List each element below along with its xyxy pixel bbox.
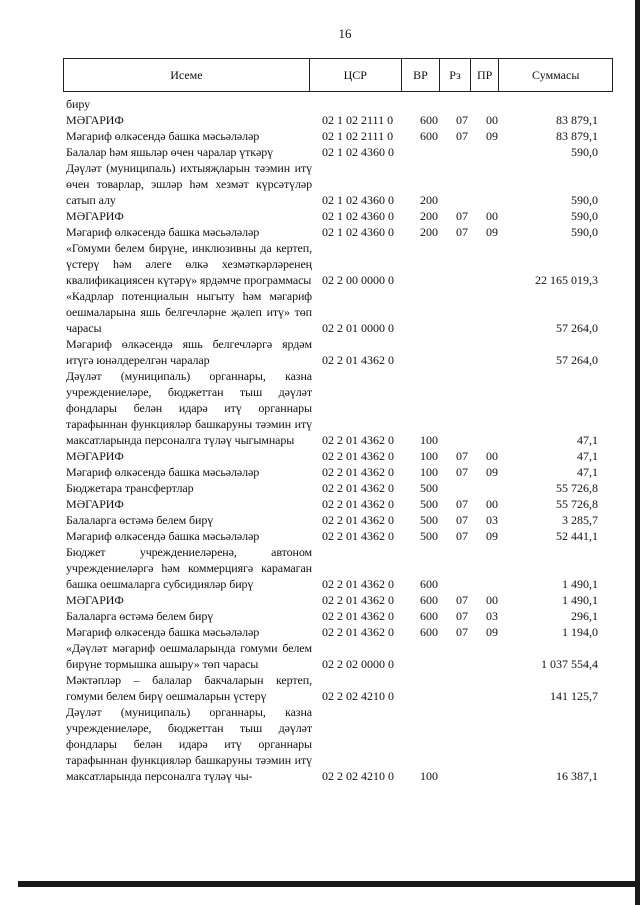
table-row [66, 288, 598, 336]
row-rz: 07 [456, 513, 468, 527]
row-vr: 600 [420, 625, 438, 639]
row-pr: 09 [486, 129, 498, 143]
row-csr: 02 2 01 4362 0 [322, 609, 394, 623]
row-vr: 200 [420, 193, 438, 207]
row-rz: 07 [456, 625, 468, 639]
row-csr: 02 2 02 4210 0 [322, 689, 394, 703]
row-sum: 83 879,1 [556, 113, 598, 127]
row-csr: 02 1 02 4360 0 [322, 193, 394, 207]
row-csr: 02 2 01 4362 0 [322, 481, 394, 495]
row-csr: 02 2 01 0000 0 [322, 321, 394, 335]
row-rz: 07 [456, 465, 468, 479]
row-pr: 03 [486, 609, 498, 623]
row-sum: 590,0 [571, 209, 598, 223]
table-row [66, 592, 598, 608]
row-csr: 02 1 02 4360 0 [322, 145, 394, 159]
row-pr: 00 [486, 593, 498, 607]
row-sum: 1 490,1 [562, 593, 598, 607]
row-csr: 02 2 01 4362 0 [322, 593, 394, 607]
row-csr: 02 1 02 2111 0 [322, 129, 394, 143]
row-rz: 07 [456, 593, 468, 607]
table-row [66, 512, 598, 528]
row-vr: 600 [420, 609, 438, 623]
table-row [66, 160, 598, 208]
row-sum: 3 285,7 [562, 513, 598, 527]
table-row [66, 528, 598, 544]
row-vr: 100 [420, 449, 438, 463]
row-name: «Гомуми белем бирүне, инклюзивны да кертеп, үстерү һәм әлеге өлкә хезмәткәрләренең квалификациясен күтәрү» ярдәмче программасы [66, 241, 312, 287]
row-name: Мәгариф өлкәсендә башка мәсьәләләр [66, 465, 260, 479]
table-row [66, 368, 598, 448]
row-csr: 02 1 02 4360 0 [322, 225, 394, 239]
row-rz: 07 [456, 529, 468, 543]
column-header-rz: Рз [440, 59, 471, 91]
table-row [66, 464, 598, 480]
table-row [66, 112, 598, 128]
row-vr: 600 [420, 577, 438, 591]
row-rz: 07 [456, 449, 468, 463]
table-row [66, 224, 598, 240]
row-name: Мәгариф өлкәсендә башка мәсьәләләр [66, 529, 260, 543]
row-sum: 590,0 [571, 145, 598, 159]
row-sum: 1 490,1 [562, 577, 598, 591]
row-csr: 02 2 01 4362 0 [322, 433, 394, 447]
row-vr: 100 [420, 465, 438, 479]
row-name: МӘГАРИФ [66, 593, 124, 607]
row-pr: 00 [486, 449, 498, 463]
row-pr: 09 [486, 225, 498, 239]
row-name: Бюджет учреждениеләренә, автоном учреждениеләргә һәм коммерциягә карамаган башка оешмаларга субсидияләр бирү [66, 545, 312, 591]
row-name: Мәгариф өлкәсендә башка мәсьәләләр [66, 625, 260, 639]
row-csr: 02 1 02 2111 0 [322, 113, 394, 127]
row-name: Балалар һәм яшьләр өчен чаралар үткәрү [66, 145, 274, 159]
row-name: Мәгариф өлкәсендә яшь белгечләргә ярдәм итүгә юнәлдерелгән чаралар [66, 337, 312, 367]
row-pr: 00 [486, 497, 498, 511]
row-vr: 100 [420, 433, 438, 447]
row-name: МӘГАРИФ [66, 497, 124, 511]
row-vr: 500 [420, 529, 438, 543]
row-pr: 09 [486, 465, 498, 479]
row-name: МӘГАРИФ [66, 449, 124, 463]
table-row [66, 208, 598, 224]
row-pr: 03 [486, 513, 498, 527]
row-csr: 02 2 01 4362 0 [322, 497, 394, 511]
row-sum: 57 264,0 [556, 353, 598, 367]
table-row [66, 448, 598, 464]
row-sum: 47,1 [577, 449, 598, 463]
row-name: МӘГАРИФ [66, 209, 124, 223]
table-row [66, 672, 598, 704]
row-sum: 52 441,1 [556, 529, 598, 543]
table-row [66, 128, 598, 144]
row-rz: 07 [456, 497, 468, 511]
row-rz: 07 [456, 225, 468, 239]
row-csr: 02 1 02 4360 0 [322, 209, 394, 223]
row-csr: 02 2 00 0000 0 [322, 273, 394, 287]
row-pr: 00 [486, 209, 498, 223]
table-header [63, 58, 613, 92]
row-name: Дәүләт (муниципаль) органнары, казна учреждениеләре, бюджеттан тыш дәүләт фондлары белән идарә итү органнары тарафыннан функцияләр башкаруны тәэмин итү максатларында персоналга түләү чыгымнары [66, 369, 312, 447]
row-name: «Дәүләт мәгариф оешмаларында гомуми белем бирүне тормышка ашыру» төп чарасы [66, 641, 312, 671]
row-csr: 02 2 01 4362 0 [322, 465, 394, 479]
row-vr: 600 [420, 113, 438, 127]
row-sum: 47,1 [577, 433, 598, 447]
row-csr: 02 2 02 4210 0 [322, 769, 394, 783]
row-pr: 09 [486, 529, 498, 543]
row-name: Мәгариф өлкәсендә башка мәсьәләләр [66, 225, 260, 239]
table-row [66, 480, 598, 496]
column-header-name: Исеме [64, 59, 310, 91]
column-header-csr: ЦСР [310, 59, 402, 91]
table-row [66, 496, 598, 512]
row-csr: 02 2 01 4362 0 [322, 625, 394, 639]
table-row [66, 544, 598, 592]
row-name: Балаларга өстәмә белем бирү [66, 609, 214, 623]
table-row [66, 608, 598, 624]
row-sum: 590,0 [571, 193, 598, 207]
row-rz: 07 [456, 129, 468, 143]
row-sum: 1 194,0 [562, 625, 598, 639]
table-row [66, 704, 598, 784]
row-csr: 02 2 01 4362 0 [322, 513, 394, 527]
row-csr: 02 2 01 4362 0 [322, 577, 394, 591]
column-header-vr: ВР [402, 59, 441, 91]
row-rz: 07 [456, 209, 468, 223]
row-name: Мәктәпләр – балалар бакчаларын кертеп, гомуми белем бирү оешмаларын үстерү [66, 673, 312, 703]
row-sum: 83 879,1 [556, 129, 598, 143]
row-name: Дәүләт (муниципаль) ихтыяҗларын тәэмин итү өчен товарлар, эшләр һәм хезмәт күрсәтүләр сатып алу [66, 161, 312, 207]
page-frame-right-edge [635, 0, 640, 905]
row-sum: 590,0 [571, 225, 598, 239]
row-name: Балаларга өстәмә белем бирү [66, 513, 214, 527]
row-sum: 1 037 554,4 [541, 657, 598, 671]
row-vr: 600 [420, 129, 438, 143]
row-pr: 00 [486, 113, 498, 127]
row-name: биру [66, 97, 90, 111]
row-vr: 500 [420, 481, 438, 495]
row-rz: 07 [456, 113, 468, 127]
row-sum: 47,1 [577, 465, 598, 479]
table-row [66, 640, 598, 672]
row-name: «Кадрлар потенциалын ныгыту һәм мәгариф оешмаларына яшь белгечләрне җәлеп итү» төп чарасы [66, 289, 312, 335]
row-vr: 500 [420, 497, 438, 511]
column-header-sum: Суммасы [532, 67, 580, 82]
table-row [66, 96, 598, 112]
row-csr: 02 2 01 4362 0 [322, 529, 394, 543]
row-rz: 07 [456, 609, 468, 623]
row-csr: 02 2 01 4362 0 [322, 353, 394, 367]
row-sum: 296,1 [571, 609, 598, 623]
row-vr: 100 [420, 769, 438, 783]
row-sum: 141 125,7 [550, 689, 598, 703]
row-name: Мәгариф өлкәсендә башка мәсьәләләр [66, 129, 260, 143]
table-body [66, 96, 598, 784]
row-pr: 09 [486, 625, 498, 639]
row-name: МӘГАРИФ [66, 113, 124, 127]
row-csr: 02 2 01 4362 0 [322, 449, 394, 463]
table-row [66, 336, 598, 368]
row-name: Дәүләт (муниципаль) органнары, казна учреждениеләре, бюджеттан тыш дәүләт фондлары белән идарә итү органнары тарафыннан функцияләр башкаруны тәэмин итү максатларында персоналга түләү чы- [66, 705, 312, 783]
page-frame-bottom-edge [18, 881, 640, 887]
row-sum: 55 726,8 [556, 497, 598, 511]
row-csr: 02 2 02 0000 0 [322, 657, 394, 671]
row-sum: 22 165 019,3 [535, 273, 598, 287]
row-vr: 600 [420, 593, 438, 607]
column-header-pr: ПР [471, 59, 500, 91]
table-row [66, 240, 598, 288]
row-vr: 200 [420, 209, 438, 223]
table-row [66, 144, 598, 160]
row-vr: 200 [420, 225, 438, 239]
row-sum: 57 264,0 [556, 321, 598, 335]
table-row [66, 624, 598, 640]
row-sum: 16 387,1 [556, 769, 598, 783]
row-name: Бюджетара трансфертлар [66, 481, 194, 495]
row-vr: 500 [420, 513, 438, 527]
row-sum: 55 726,8 [556, 481, 598, 495]
page-number: 16 [338, 26, 352, 41]
